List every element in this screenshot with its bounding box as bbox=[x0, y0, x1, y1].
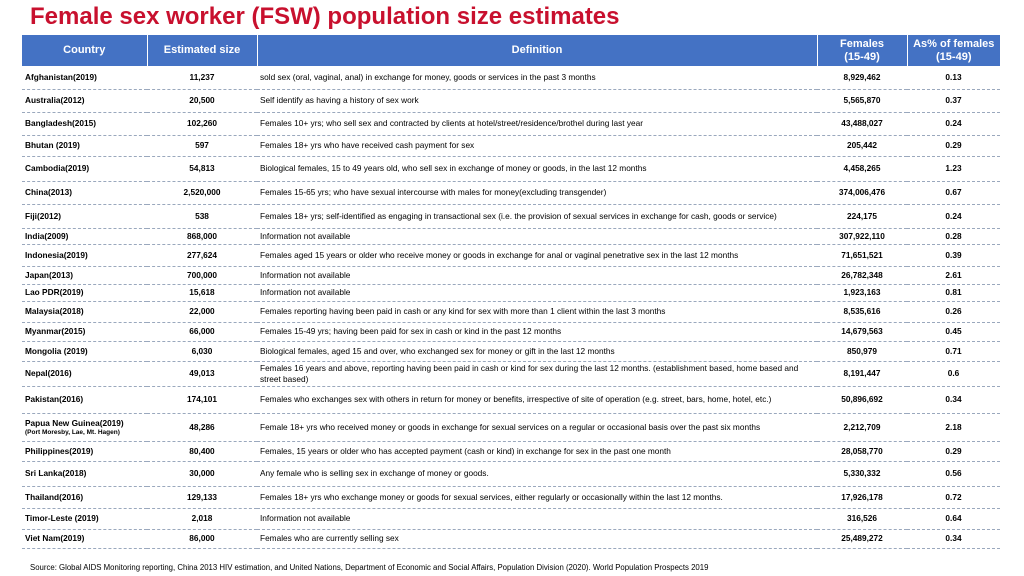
fsw-table bbox=[22, 35, 1000, 549]
country-name: Thailand(2016) bbox=[25, 491, 84, 502]
cell-estimated-size: 277,624 bbox=[147, 244, 257, 266]
header-estimated-size: Estimated size bbox=[147, 35, 257, 66]
cell-estimated-size: 538 bbox=[147, 204, 257, 228]
cell-pct-females: 0.34 bbox=[907, 386, 1000, 413]
country-name: Australia(2012) bbox=[25, 95, 85, 106]
cell-estimated-size: 80,400 bbox=[147, 441, 257, 461]
cell-females: 4,458,265 bbox=[817, 156, 907, 181]
cell-estimated-size: 129,133 bbox=[147, 486, 257, 508]
country-name: Japan(2013) bbox=[25, 269, 73, 280]
cell-country bbox=[22, 181, 147, 204]
cell-country bbox=[22, 301, 147, 322]
table-row bbox=[22, 441, 1000, 461]
cell-definition: Females, 15 years or older who has accepted payment (cash or kind) in exchange for sex in the past one month bbox=[257, 441, 817, 461]
cell-country bbox=[22, 441, 147, 461]
cell-estimated-size: 22,000 bbox=[147, 301, 257, 322]
cell-pct-females: 0.24 bbox=[907, 204, 1000, 228]
cell-definition: Information not available bbox=[257, 266, 817, 284]
cell-definition: Females aged 15 years or older who receive money or goods in exchange for anal or vaginal penetrative sex in the last 12 months bbox=[257, 244, 817, 266]
cell-females: 316,526 bbox=[817, 508, 907, 529]
cell-pct-females: 1.23 bbox=[907, 156, 1000, 181]
cell-pct-females: 0.39 bbox=[907, 244, 1000, 266]
cell-country bbox=[22, 461, 147, 486]
cell-estimated-size: 49,013 bbox=[147, 361, 257, 386]
country-name: Bhutan (2019) bbox=[25, 140, 80, 151]
country-name: Afghanistan(2019) bbox=[25, 72, 97, 82]
cell-country bbox=[22, 135, 147, 156]
table-row bbox=[22, 135, 1000, 156]
cell-females: 307,922,110 bbox=[817, 228, 907, 244]
cell-definition: Females 15-65 yrs; who have sexual intercourse with males for money(excluding transgender) bbox=[257, 181, 817, 204]
cell-country bbox=[22, 89, 147, 112]
cell-estimated-size: 48,286 bbox=[147, 413, 257, 441]
cell-country bbox=[22, 284, 147, 301]
table-row bbox=[22, 361, 1000, 386]
cell-definition: Information not available bbox=[257, 284, 817, 301]
cell-country bbox=[22, 322, 147, 341]
cell-females: 5,565,870 bbox=[817, 89, 907, 112]
cell-definition: Any female who is selling sex in exchange of money or goods. bbox=[257, 461, 817, 486]
country-name: Mongolia (2019) bbox=[25, 345, 88, 356]
country-name: Nepal(2016) bbox=[25, 368, 72, 379]
cell-pct-females: 2.61 bbox=[907, 266, 1000, 284]
country-name: Cambodia(2019) bbox=[25, 163, 90, 174]
cell-females: 43,488,027 bbox=[817, 112, 907, 135]
cell-females: 8,191,447 bbox=[817, 361, 907, 386]
table-row bbox=[22, 89, 1000, 112]
cell-country bbox=[22, 341, 147, 361]
cell-estimated-size: 6,030 bbox=[147, 341, 257, 361]
cell-females: 50,896,692 bbox=[817, 386, 907, 413]
cell-definition: Self identify as having a history of sex work bbox=[257, 89, 817, 112]
table-row bbox=[22, 66, 1000, 89]
cell-pct-females: 2.18 bbox=[907, 413, 1000, 441]
cell-definition: Female 18+ yrs who received money or goods in exchange for sexual services on a regular or occasional basis over the past six months bbox=[257, 413, 817, 441]
cell-country bbox=[22, 66, 147, 89]
cell-definition: Females who exchanges sex with others in return for money or benefits, irrespective of site of operation (e.g. street, bars, home, hotel, etc.) bbox=[257, 386, 817, 413]
country-name: Sri Lanka(2018) bbox=[25, 468, 87, 479]
cell-pct-females: 0.37 bbox=[907, 89, 1000, 112]
cell-pct-females: 0.56 bbox=[907, 461, 1000, 486]
table-row bbox=[22, 341, 1000, 361]
cell-definition: Females 18+ yrs who have received cash payment for sex bbox=[257, 135, 817, 156]
cell-pct-females: 0.71 bbox=[907, 341, 1000, 361]
table-row bbox=[22, 112, 1000, 135]
cell-definition: Females 18+ yrs who exchange money or goods for sexual services, either regularly or occasionally within the last 12 months. bbox=[257, 486, 817, 508]
country-name: Malaysia(2018) bbox=[25, 306, 84, 317]
cell-females: 28,058,770 bbox=[817, 441, 907, 461]
header-pct-females: As% of females (15-49) bbox=[907, 35, 1000, 66]
table-row bbox=[22, 508, 1000, 529]
cell-country bbox=[22, 244, 147, 266]
cell-pct-females: 0.28 bbox=[907, 228, 1000, 244]
cell-estimated-size: 868,000 bbox=[147, 228, 257, 244]
cell-country bbox=[22, 486, 147, 508]
cell-females: 26,782,348 bbox=[817, 266, 907, 284]
cell-definition: Females 16 years and above, reporting having been paid in cash or kind for sex during the last 12 months. (establishment based, home based and street based) bbox=[257, 361, 817, 386]
country-name: Myanmar(2015) bbox=[25, 326, 86, 337]
cell-country bbox=[22, 529, 147, 548]
cell-definition: Information not available bbox=[257, 508, 817, 529]
cell-country bbox=[22, 361, 147, 386]
cell-females: 25,489,272 bbox=[817, 529, 907, 548]
cell-females: 205,442 bbox=[817, 135, 907, 156]
country-name: Philippines(2019) bbox=[25, 445, 94, 456]
page-title: Female sex worker (FSW) population size estimates bbox=[30, 3, 620, 30]
cell-country bbox=[22, 156, 147, 181]
cell-females: 14,679,563 bbox=[817, 322, 907, 341]
cell-estimated-size: 15,618 bbox=[147, 284, 257, 301]
table-row bbox=[22, 244, 1000, 266]
table-row bbox=[22, 301, 1000, 322]
cell-females: 374,006,476 bbox=[817, 181, 907, 204]
cell-estimated-size: 2,520,000 bbox=[147, 181, 257, 204]
cell-definition: sold sex (oral, vaginal, anal) in exchange for money, goods or services in the past 3 months bbox=[257, 66, 817, 89]
country-name: Bangladesh(2015) bbox=[25, 118, 97, 129]
cell-females: 5,330,332 bbox=[817, 461, 907, 486]
cell-estimated-size: 597 bbox=[147, 135, 257, 156]
cell-definition: Females reporting having been paid in cash or any kind for sex with more than 1 client within the last 3 months bbox=[257, 301, 817, 322]
header-definition: Definition bbox=[257, 35, 817, 66]
table-row bbox=[22, 486, 1000, 508]
cell-definition: Females 10+ yrs; who sell sex and contracted by clients at hotel/street/residence/brothel during last year bbox=[257, 112, 817, 135]
table-row bbox=[22, 181, 1000, 204]
table-header-row bbox=[22, 35, 1000, 66]
cell-pct-females: 0.34 bbox=[907, 529, 1000, 548]
country-name: Lao PDR(2019) bbox=[25, 287, 84, 298]
header-country: Country bbox=[22, 35, 147, 66]
cell-females: 8,535,616 bbox=[817, 301, 907, 322]
cell-pct-females: 0.72 bbox=[907, 486, 1000, 508]
cell-pct-females: 0.67 bbox=[907, 181, 1000, 204]
cell-definition: Biological females, 15 to 49 years old, who sell sex in exchange of money or goods, in the last 12 months bbox=[257, 156, 817, 181]
country-name: Indonesia(2019) bbox=[25, 249, 88, 260]
cell-country bbox=[22, 228, 147, 244]
cell-country bbox=[22, 204, 147, 228]
cell-estimated-size: 11,237 bbox=[147, 66, 257, 89]
table-row bbox=[22, 322, 1000, 341]
cell-definition: Females 18+ yrs; self-identified as engaging in transactional sex (i.e. the provision of sexual services in exchange for cash, goods or service) bbox=[257, 204, 817, 228]
table-row bbox=[22, 284, 1000, 301]
header-females: Females (15-49) bbox=[817, 35, 907, 66]
table-row bbox=[22, 461, 1000, 486]
country-name: Viet Nam(2019) bbox=[25, 533, 85, 544]
cell-estimated-size: 86,000 bbox=[147, 529, 257, 548]
cell-pct-females: 0.6 bbox=[907, 361, 1000, 386]
cell-country bbox=[22, 266, 147, 284]
cell-country bbox=[22, 413, 147, 441]
table-row bbox=[22, 228, 1000, 244]
country-name: Timor-Leste (2019) bbox=[25, 513, 99, 524]
country-subnote: (Port Moresby, Lae, Mt. Hagen) bbox=[25, 428, 120, 436]
cell-definition: Females who are currently selling sex bbox=[257, 529, 817, 548]
table-row bbox=[22, 386, 1000, 413]
country-name: Pakistan(2016) bbox=[25, 394, 84, 405]
cell-females: 8,929,462 bbox=[817, 66, 907, 89]
country-name: Fiji(2012) bbox=[25, 210, 61, 221]
cell-females: 224,175 bbox=[817, 204, 907, 228]
table-row bbox=[22, 156, 1000, 181]
country-name: India(2009) bbox=[25, 230, 69, 241]
cell-females: 17,926,178 bbox=[817, 486, 907, 508]
cell-estimated-size: 700,000 bbox=[147, 266, 257, 284]
table-row bbox=[22, 204, 1000, 228]
cell-estimated-size: 102,260 bbox=[147, 112, 257, 135]
cell-definition: Females 15-49 yrs; having been paid for sex in cash or kind in the past 12 months bbox=[257, 322, 817, 341]
cell-females: 1,923,163 bbox=[817, 284, 907, 301]
cell-estimated-size: 66,000 bbox=[147, 322, 257, 341]
cell-country bbox=[22, 508, 147, 529]
table-row bbox=[22, 529, 1000, 548]
cell-definition: Information not available bbox=[257, 228, 817, 244]
country-name: China(2013) bbox=[25, 187, 73, 198]
cell-females: 71,651,521 bbox=[817, 244, 907, 266]
cell-pct-females: 0.45 bbox=[907, 322, 1000, 341]
cell-pct-females: 0.64 bbox=[907, 508, 1000, 529]
cell-estimated-size: 54,813 bbox=[147, 156, 257, 181]
cell-females: 2,212,709 bbox=[817, 413, 907, 441]
cell-pct-females: 0.29 bbox=[907, 441, 1000, 461]
cell-country bbox=[22, 112, 147, 135]
cell-females: 850,979 bbox=[817, 341, 907, 361]
cell-pct-females: 0.24 bbox=[907, 112, 1000, 135]
cell-estimated-size: 30,000 bbox=[147, 461, 257, 486]
table-row bbox=[22, 413, 1000, 441]
cell-country bbox=[22, 386, 147, 413]
cell-pct-females: 0.13 bbox=[907, 66, 1000, 89]
cell-pct-females: 0.26 bbox=[907, 301, 1000, 322]
country-name: Papua New Guinea(2019) bbox=[25, 418, 124, 429]
cell-pct-females: 0.29 bbox=[907, 135, 1000, 156]
cell-estimated-size: 2,018 bbox=[147, 508, 257, 529]
cell-definition: Biological females, aged 15 and over, who exchanged sex for money or gift in the last 12 months bbox=[257, 341, 817, 361]
cell-pct-females: 0.81 bbox=[907, 284, 1000, 301]
cell-estimated-size: 20,500 bbox=[147, 89, 257, 112]
table-row bbox=[22, 266, 1000, 284]
source-note: Source: Global AIDS Monitoring reporting, China 2013 HIV estimation, and United Nations, Department of Economic and Social Affairs, Population Division (2020). World Population Prospects 2019 bbox=[30, 563, 709, 572]
cell-estimated-size: 174,101 bbox=[147, 386, 257, 413]
